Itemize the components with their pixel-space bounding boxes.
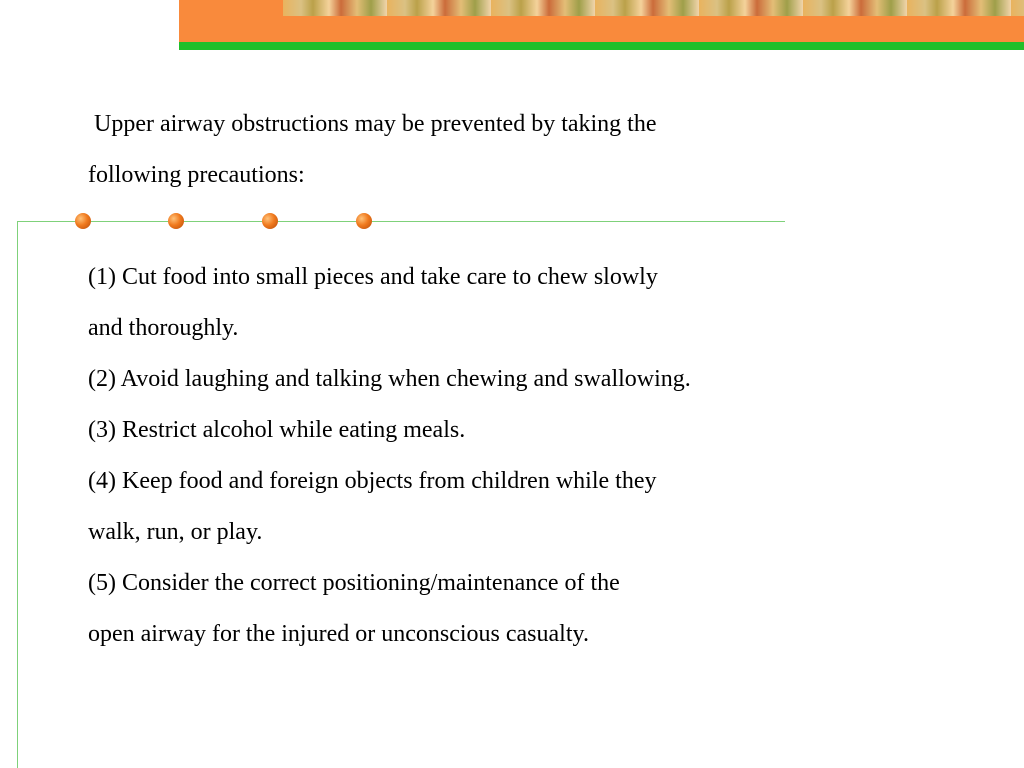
vertical-divider: [17, 221, 18, 768]
bullet-bead-1: [75, 213, 91, 229]
precaution-line: and thoroughly.: [88, 315, 239, 341]
horizontal-divider: [17, 221, 785, 222]
precaution-line: (5) Consider the correct positioning/maintenance of the: [88, 570, 620, 596]
banner-green-stripe: [179, 42, 1024, 50]
banner-photo-strip: [283, 0, 1024, 16]
bullet-bead-4: [356, 213, 372, 229]
precaution-line: (2) Avoid laughing and talking when chewing and swallowing.: [88, 366, 691, 392]
bullet-bead-3: [262, 213, 278, 229]
intro-text: [88, 99, 657, 201]
precaution-line: (4) Keep food and foreign objects from children while they: [88, 468, 657, 494]
precautions-list: [88, 252, 691, 660]
bullet-bead-2: [168, 213, 184, 229]
intro-line: Upper airway obstructions may be prevented by taking the: [94, 111, 657, 137]
precaution-line: walk, run, or play.: [88, 519, 263, 545]
top-banner: [179, 0, 1024, 50]
precaution-line: open airway for the injured or unconscious casualty.: [88, 621, 589, 647]
precaution-line: (1) Cut food into small pieces and take care to chew slowly: [88, 264, 658, 290]
precaution-line: (3) Restrict alcohol while eating meals.: [88, 417, 466, 443]
intro-line: following precautions:: [88, 162, 305, 188]
